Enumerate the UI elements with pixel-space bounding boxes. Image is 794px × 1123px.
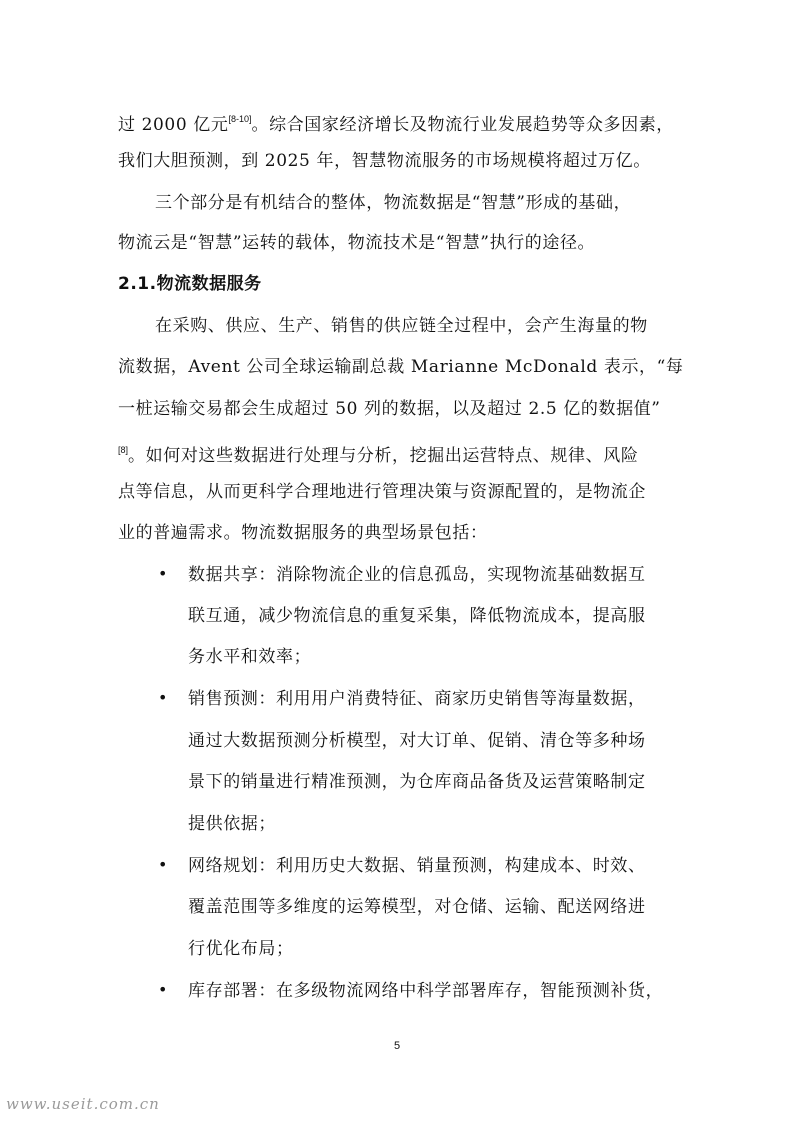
page-number: 5 [393,1040,401,1052]
list-item-text: 网络规划：利用历史大数据、销量预测，构建成本、时效、 [188,856,646,876]
text-run: 一桩运输交易都会生成超过 50 列的数据，以及超过 2.5 亿的数据值” [118,399,661,419]
text-run: 我们大胆预测，到 2025 年，智慧物流服务的市场规模将超过万亿。 [118,151,651,171]
list-item-text: 通过大数据预测分析模型，对大订单、促销、清仓等多种场 [188,731,646,751]
text-run: 流数据，Avent 公司全球运输副总裁 Marianne McDonald 表示，“每 [118,357,684,377]
list-item-text: 行优化布局； [188,939,294,959]
bullet-icon: • [158,564,168,583]
text-run: 过 2000 亿元 [118,115,229,135]
list-item-text: 联互通，减少物流信息的重复采集，降低物流成本，提高服 [188,606,646,626]
list-item-text: 销售预测：利用用户消费特征、商家历史销售等海量数据， [188,689,646,709]
bullet-icon: • [158,855,168,874]
list-item-text: 库存部署：在多级物流网络中科学部署库存，智能预测补货， [188,981,664,1001]
text-run: 在采购、供应、生产、销售的供应链全过程中，会产生海量的物 [155,316,648,336]
text-run: 物流云是“智慧”运转的载体，物流技术是“智慧”执行的途径。 [118,233,596,253]
text-run: 。如何对这些数据进行处理与分析，挖掘出运营特点、规律、风险 [128,446,639,466]
list-item-text: 提供依据； [188,814,276,834]
text-run: 点等信息，从而更科学合理地进行管理决策与资源配置的，是物流企 [118,482,646,502]
citation-ref: [8-10] [228,114,252,124]
list-item-text: 数据共享：消除物流企业的信息孤岛，实现物流基础数据互 [188,565,646,585]
bullet-icon: • [158,688,168,707]
text-run: 业的普遍需求。物流数据服务的典型场景包括： [118,523,488,543]
heading-text: 2.1.物流数据服务 [118,274,262,294]
list-item-text: 务水平和效率； [188,647,312,667]
list-item-text: 覆盖范围等多维度的运筹模型，对仓储、运输、配送网络进 [188,897,646,917]
text-run: 三个部分是有机结合的整体，物流数据是“智慧”形成的基础， [155,193,632,213]
citation-ref: [8] [118,445,129,455]
bullet-icon: • [158,980,168,999]
text-run: 。综合国家经济增长及物流行业发展趋势等众多因素， [251,115,674,135]
list-item-text: 景下的销量进行精准预测，为仓库商品备货及运营策略制定 [188,772,646,792]
watermark: www.useit.com.cn [6,1095,160,1113]
